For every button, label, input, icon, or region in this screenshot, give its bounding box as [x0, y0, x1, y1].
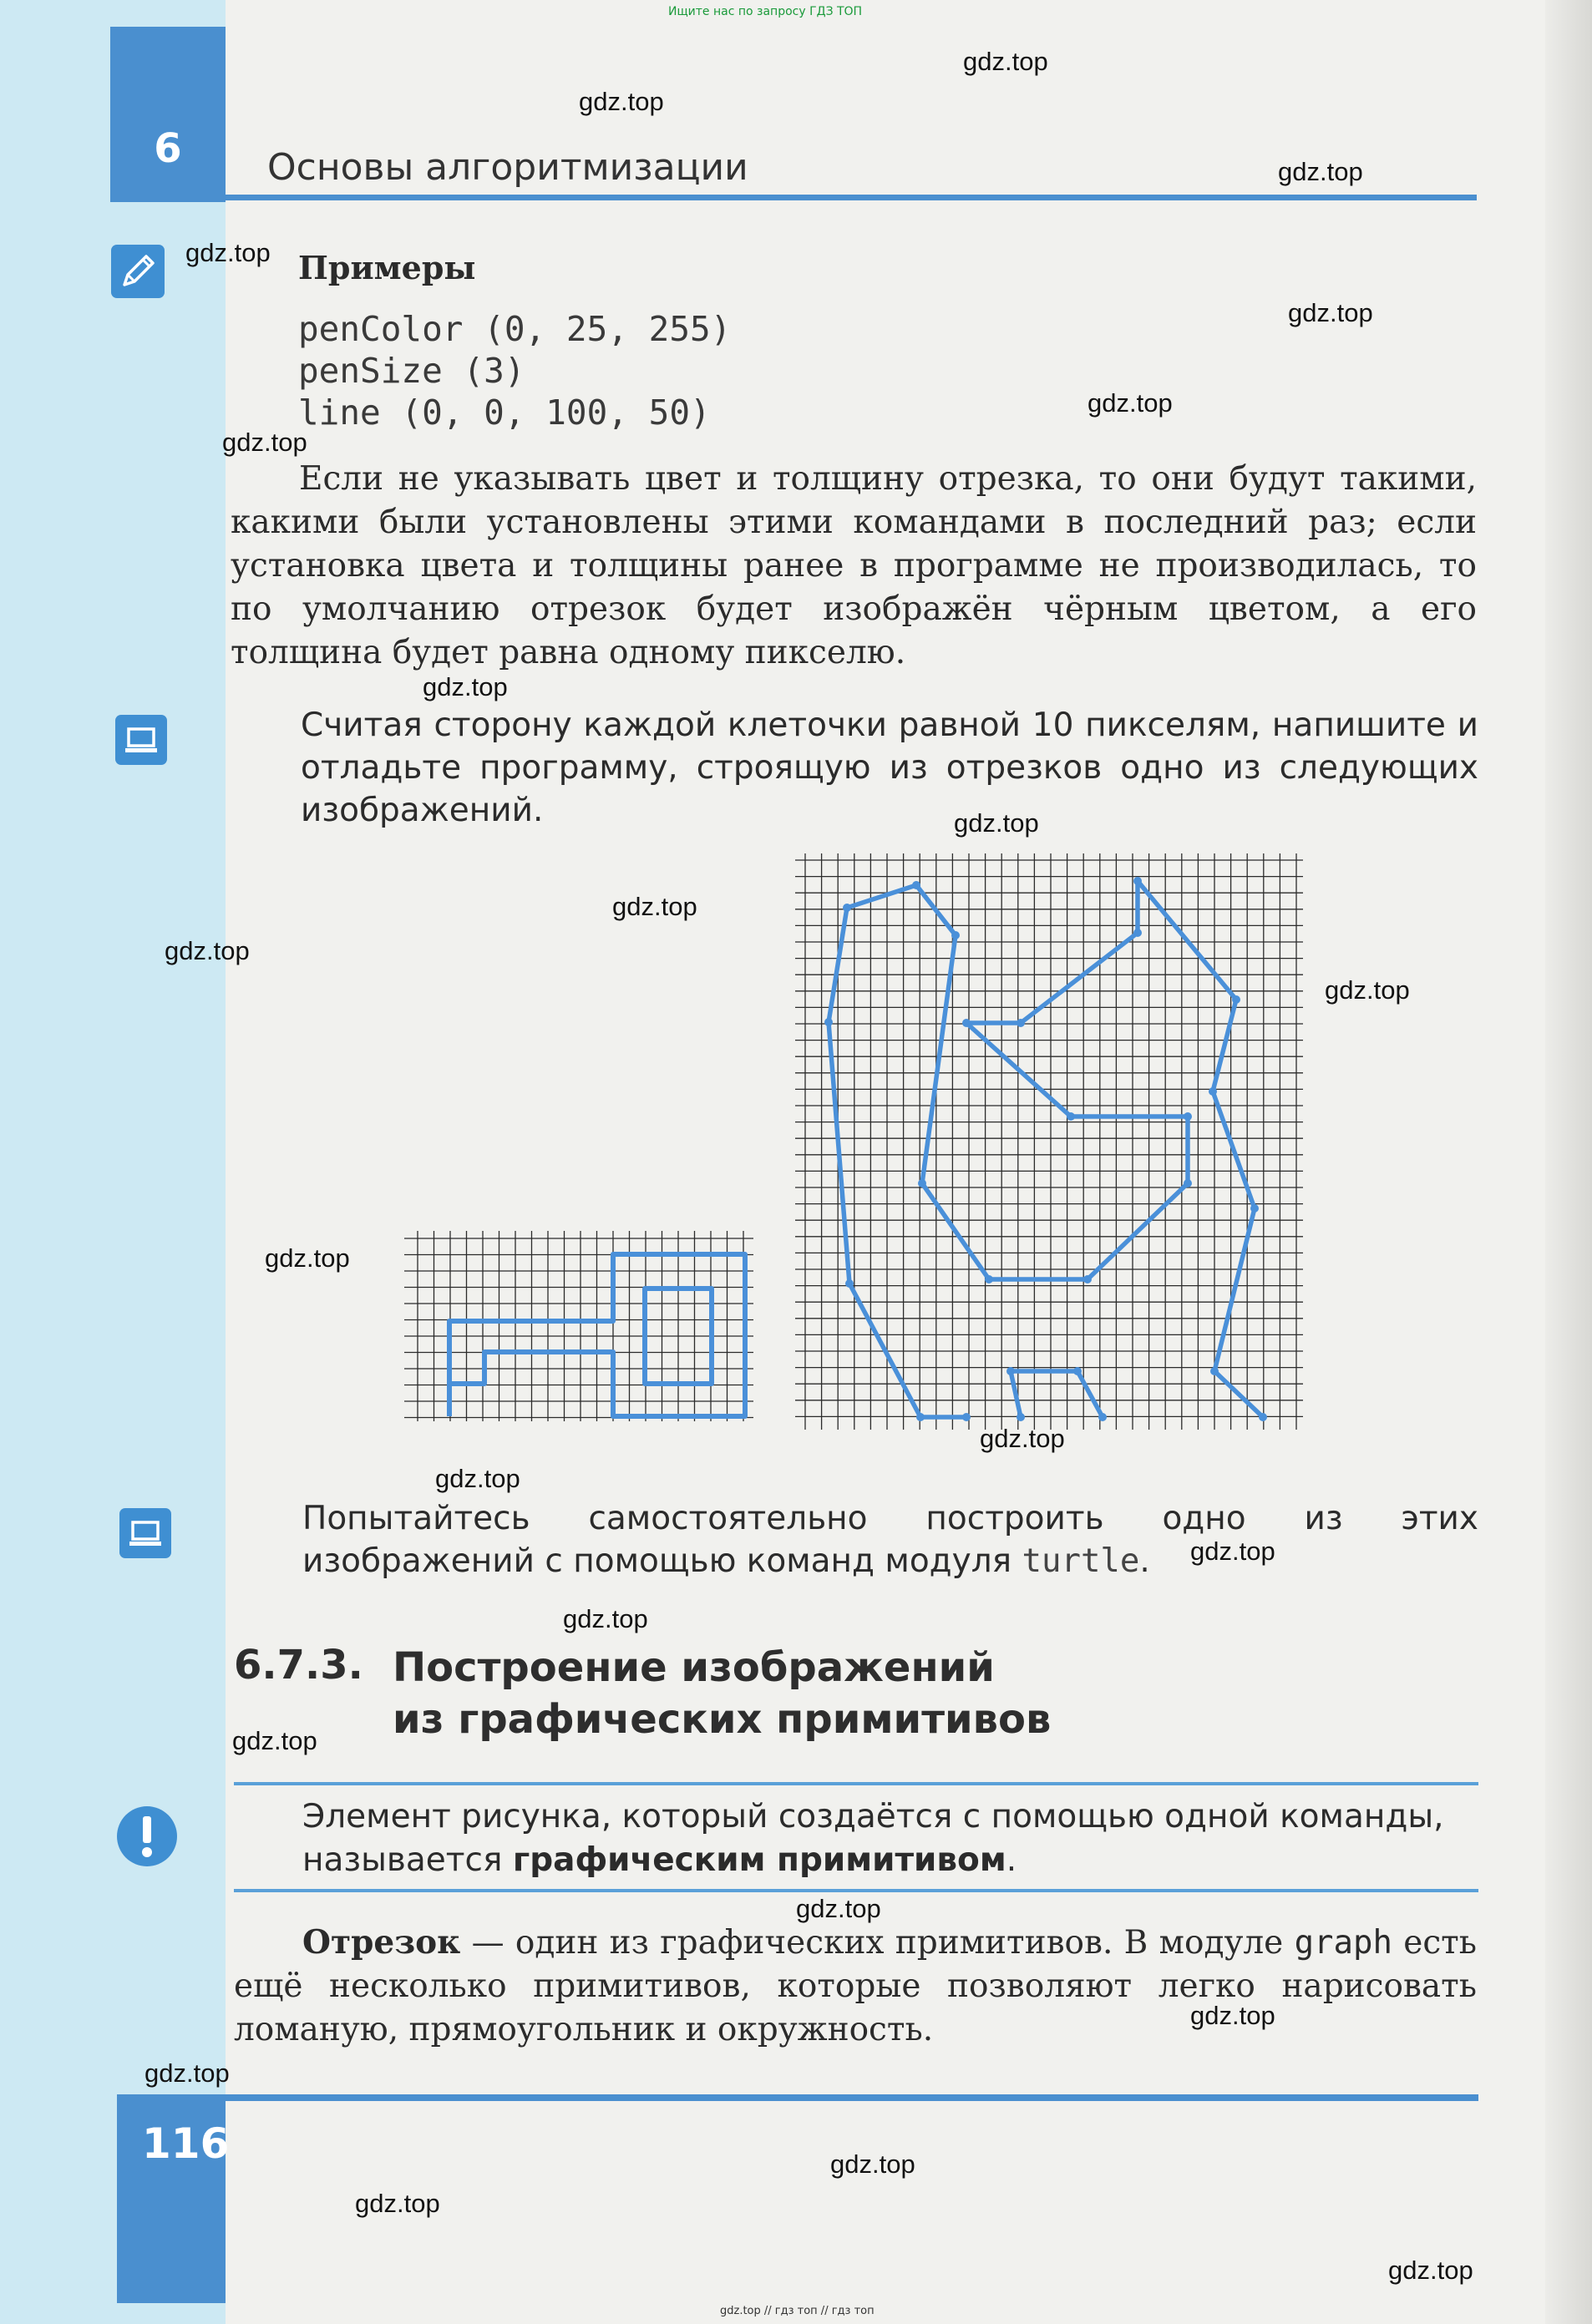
task-turtle-end: . [1139, 1542, 1150, 1580]
watermark: gdz.top [1325, 975, 1410, 1005]
page-edge-shadow [1545, 0, 1592, 2324]
code-line: line (0, 0, 100, 50) [298, 392, 711, 433]
footer-rule [117, 2094, 1478, 2101]
task-draw-segments: Считая сторону каждой клеточки равной 10 пикселям, напишите и отладьте программу, строящую из отрезков одно из следующих изображений. [301, 706, 1478, 829]
pencil-icon [111, 245, 165, 298]
watermark: gdz.top [1278, 157, 1363, 186]
chapter-tab [110, 27, 226, 202]
watermark: gdz.top [1190, 1537, 1275, 1566]
turtle-module-name: turtle [1022, 1542, 1140, 1580]
definition-text [302, 1795, 1476, 1882]
watermark: gdz.top [355, 2189, 440, 2218]
definition-body: Элемент рисунка, который создаётся с помощью одной команды, называется [302, 1798, 1444, 1879]
watermark: gdz.top [954, 808, 1039, 838]
section-title-line: Построение изображений [393, 1644, 995, 1691]
paragraph-default-color: Если не указывать цвет и толщину отрезка, то они будут такими, какими были установлены этими командами в последний раз; если установка цвета и толщины ранее в программе не производилась, то по умолчанию отрезок будет изображён чёрным цветом, а его толщина будет равна одному пикселю. [231, 460, 1477, 671]
definition-term: графическим примитивом [512, 1841, 1006, 1879]
bird-figure [795, 853, 1303, 1430]
key-figure [404, 1231, 753, 1421]
chapter-number: 6 [154, 125, 182, 172]
watermark: gdz.top [1288, 298, 1373, 327]
watermark: gdz.top [165, 936, 250, 965]
watermark: gdz.top [423, 672, 508, 701]
page-sidebar [0, 0, 226, 2324]
segment-term: Отрезок [302, 1923, 461, 1962]
watermark: gdz.top [435, 1464, 520, 1493]
paragraph-text: — один из графических примитивов. В модуле [460, 1924, 1295, 1962]
page-number: 116 [142, 2119, 230, 2168]
watermark: gdz.top [612, 892, 697, 921]
bottom-notice: gdz.top // гдз топ // гдз топ [720, 2305, 875, 2317]
definition-bottom-rule [234, 1889, 1478, 1892]
watermark: gdz.top [796, 1894, 881, 1923]
paragraph-text: есть ещё несколько примитивов, которые позволяют легко нарисовать ломаную, прямоугольник и окружность. [234, 1924, 1477, 2048]
watermark: gdz.top [265, 1243, 350, 1273]
watermark: gdz.top [830, 2149, 915, 2179]
exclamation-icon [117, 1806, 177, 1866]
code-line: penSize (3) [298, 351, 525, 391]
section-title [393, 1642, 1051, 1745]
paragraph-primitives [234, 1921, 1477, 2052]
watermark: gdz.top [980, 1424, 1065, 1453]
watermark: gdz.top [185, 238, 271, 267]
computer-icon [119, 1508, 171, 1558]
watermark: gdz.top [144, 2058, 230, 2088]
definition-top-rule [234, 1782, 1478, 1785]
watermark: gdz.top [232, 1726, 317, 1755]
examples-heading: Примеры [298, 249, 476, 286]
watermark: gdz.top [563, 1604, 648, 1633]
section-title-line: из графических примитивов [393, 1696, 1052, 1743]
code-line: penColor (0, 25, 255) [298, 309, 732, 349]
watermark: gdz.top [1388, 2256, 1473, 2285]
watermark: gdz.top [1190, 2001, 1275, 2030]
computer-icon [115, 715, 167, 765]
section-number: 6.7.3. [234, 1642, 363, 1689]
task-turtle [302, 1497, 1478, 1582]
watermark: gdz.top [1088, 388, 1173, 418]
definition-end: . [1006, 1841, 1017, 1879]
watermark: gdz.top [579, 87, 664, 116]
top-notice: Ищите нас по запросу ГДЗ ТОП [668, 5, 863, 18]
graph-module-name: graph [1294, 1924, 1392, 1962]
watermark: gdz.top [222, 428, 307, 457]
header-rule [226, 195, 1477, 200]
task-turtle-text: Попытайтесь самостоятельно построить одно из этих изображений с помощью команд модуля [302, 1500, 1478, 1580]
chapter-title: Основы алгоритмизации [267, 146, 748, 189]
watermark: gdz.top [963, 47, 1048, 76]
